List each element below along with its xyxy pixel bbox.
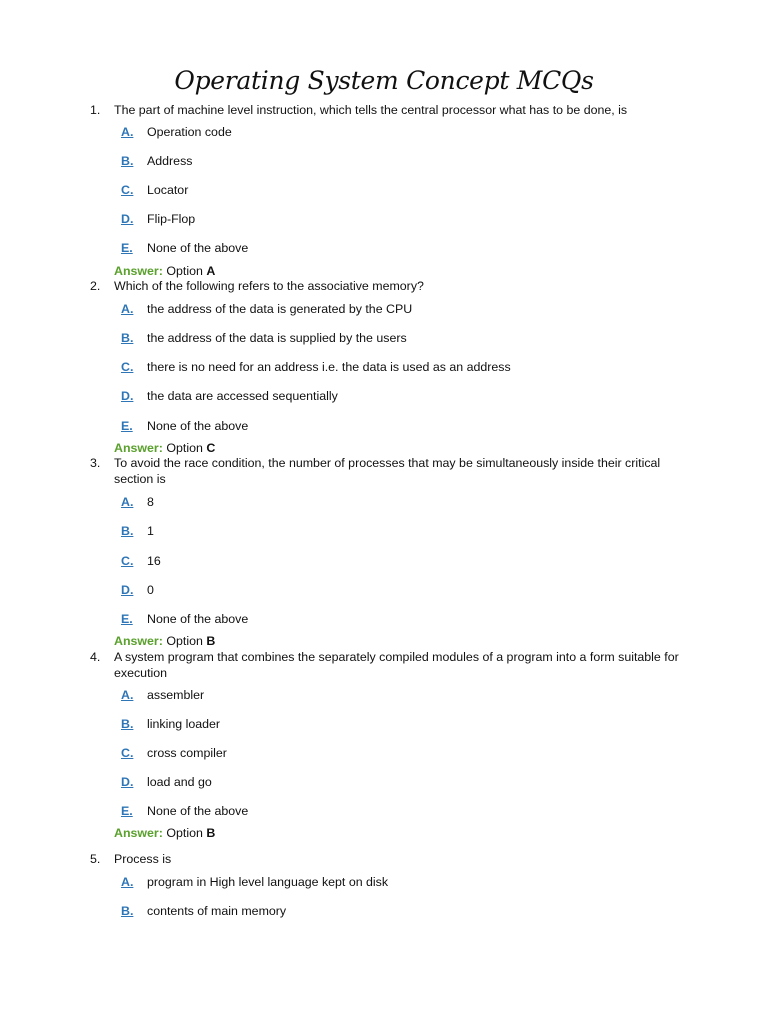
answer-line bbox=[114, 440, 215, 456]
option-letter-link[interactable]: A. bbox=[121, 875, 134, 889]
option-item bbox=[121, 301, 412, 317]
question-5 bbox=[90, 851, 680, 867]
option-text: Flip-Flop bbox=[147, 212, 196, 226]
option-letter-link[interactable]: C. bbox=[121, 554, 134, 568]
option-item bbox=[121, 240, 248, 256]
option-item bbox=[121, 523, 154, 539]
option-text: 16 bbox=[147, 554, 161, 568]
option-text: None of the above bbox=[147, 419, 249, 433]
option-letter-link[interactable]: E. bbox=[121, 241, 133, 255]
option-item bbox=[121, 494, 154, 510]
option-text: None of the above bbox=[147, 804, 249, 818]
question-text: A system program that combines the separately compiled modules of a program into a form suitable for execution bbox=[114, 650, 679, 680]
option-letter-link[interactable]: B. bbox=[121, 331, 134, 345]
option-item bbox=[121, 687, 204, 703]
option-text: the address of the data is generated by the CPU bbox=[147, 302, 413, 316]
option-text: load and go bbox=[147, 775, 212, 789]
option-letter-link[interactable]: A. bbox=[121, 302, 134, 316]
question-number: 1. bbox=[90, 103, 101, 117]
question-2 bbox=[90, 278, 680, 294]
option-letter-link[interactable]: D. bbox=[121, 583, 134, 597]
question-number: 4. bbox=[90, 650, 101, 664]
option-item bbox=[121, 330, 407, 346]
option-item bbox=[121, 211, 195, 227]
option-text: Address bbox=[147, 154, 193, 168]
option-letter-link[interactable]: D. bbox=[121, 212, 134, 226]
option-text: cross compiler bbox=[147, 746, 227, 760]
question-text: The part of machine level instruction, which tells the central processor what has to be done, is bbox=[114, 103, 628, 117]
option-letter-link[interactable]: C. bbox=[121, 360, 134, 374]
option-item bbox=[121, 418, 248, 434]
question-number: 3. bbox=[90, 456, 101, 470]
question-number: 2. bbox=[90, 279, 101, 293]
option-letter-link[interactable]: D. bbox=[121, 389, 134, 403]
option-text: assembler bbox=[147, 688, 205, 702]
option-text: the data are accessed sequentially bbox=[147, 389, 338, 403]
option-letter-link[interactable]: E. bbox=[121, 419, 133, 433]
question-3 bbox=[90, 455, 680, 487]
option-letter-link[interactable]: A. bbox=[121, 495, 134, 509]
question-number: 5. bbox=[90, 852, 101, 866]
option-text: the address of the data is supplied by the users bbox=[147, 331, 407, 345]
option-text: Operation code bbox=[147, 125, 232, 139]
option-text: 8 bbox=[147, 495, 154, 509]
option-word: Option bbox=[166, 634, 203, 648]
option-item bbox=[121, 903, 286, 919]
option-text: linking loader bbox=[147, 717, 221, 731]
option-item bbox=[121, 124, 232, 140]
option-letter-link[interactable]: C. bbox=[121, 183, 134, 197]
option-letter-link[interactable]: B. bbox=[121, 524, 134, 538]
option-item bbox=[121, 611, 248, 627]
option-letter-link[interactable]: D. bbox=[121, 775, 134, 789]
option-text: Locator bbox=[147, 183, 189, 197]
answer-line bbox=[114, 825, 215, 841]
answer-value: B bbox=[206, 826, 216, 840]
option-text: 1 bbox=[147, 524, 154, 538]
option-text: contents of main memory bbox=[147, 904, 287, 918]
option-item bbox=[121, 774, 212, 790]
option-letter-link[interactable]: A. bbox=[121, 125, 134, 139]
question-1 bbox=[90, 102, 680, 118]
option-letter-link[interactable]: E. bbox=[121, 612, 133, 626]
answer-label: Answer: bbox=[114, 634, 163, 648]
option-item bbox=[121, 553, 161, 569]
option-word: Option bbox=[166, 264, 203, 278]
option-letter-link[interactable]: E. bbox=[121, 804, 133, 818]
option-item bbox=[121, 803, 248, 819]
option-item bbox=[121, 874, 388, 890]
option-letter-link[interactable]: B. bbox=[121, 904, 134, 918]
answer-label: Answer: bbox=[114, 264, 163, 278]
question-text: Process is bbox=[114, 852, 172, 866]
page-title: Operating System Concept MCQs bbox=[174, 66, 594, 95]
option-word: Option bbox=[166, 826, 203, 840]
answer-value: B bbox=[206, 634, 216, 648]
option-text: None of the above bbox=[147, 241, 249, 255]
answer-label: Answer: bbox=[114, 441, 163, 455]
option-item bbox=[121, 388, 338, 404]
option-item bbox=[121, 153, 192, 169]
option-item bbox=[121, 359, 511, 375]
answer-line bbox=[114, 263, 215, 279]
option-text: None of the above bbox=[147, 612, 249, 626]
option-letter-link[interactable]: B. bbox=[121, 717, 134, 731]
answer-line bbox=[114, 633, 215, 649]
question-4 bbox=[90, 649, 680, 681]
option-text: program in High level language kept on disk bbox=[147, 875, 389, 889]
option-letter-link[interactable]: B. bbox=[121, 154, 134, 168]
option-letter-link[interactable]: C. bbox=[121, 746, 134, 760]
option-letter-link[interactable]: A. bbox=[121, 688, 134, 702]
question-text: Which of the following refers to the associative memory? bbox=[114, 279, 424, 293]
option-text: 0 bbox=[147, 583, 154, 597]
option-item bbox=[121, 582, 154, 598]
option-item bbox=[121, 745, 227, 761]
option-item bbox=[121, 182, 188, 198]
option-item bbox=[121, 716, 220, 732]
option-word: Option bbox=[166, 441, 203, 455]
question-text: To avoid the race condition, the number of processes that may be simultaneously inside their critical section is bbox=[114, 456, 661, 486]
answer-value: C bbox=[206, 441, 216, 455]
answer-value: A bbox=[206, 264, 216, 278]
option-text: there is no need for an address i.e. the data is used as an address bbox=[147, 360, 511, 374]
answer-label: Answer: bbox=[114, 826, 163, 840]
